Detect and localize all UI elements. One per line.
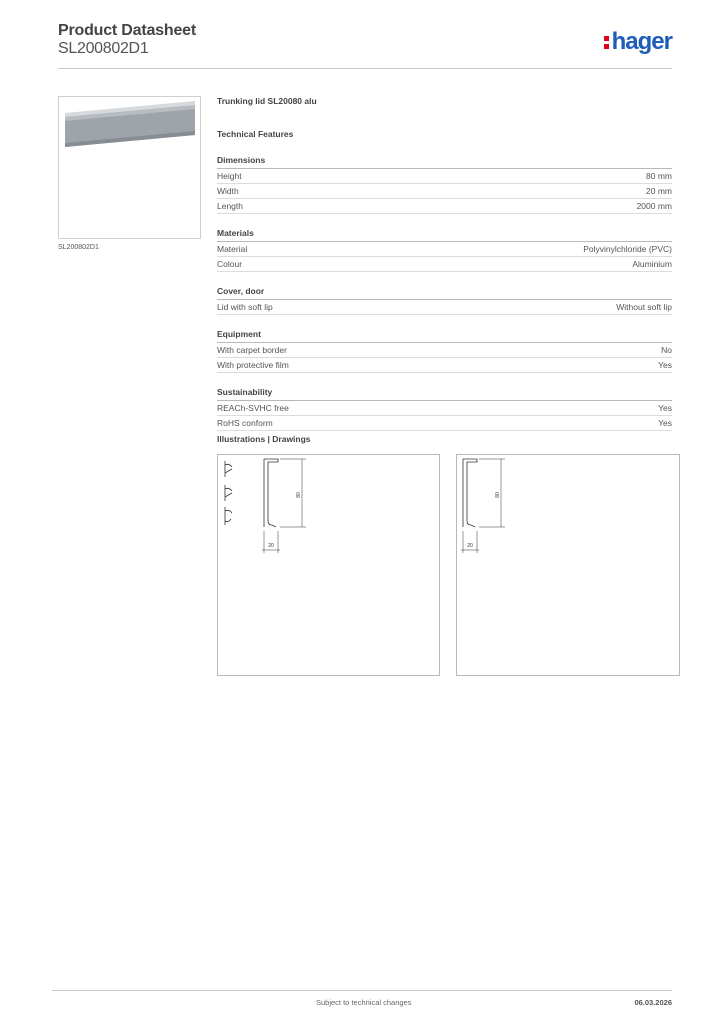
footer-divider — [52, 990, 672, 991]
spec-label: Material — [217, 244, 248, 254]
logo-text: hager — [611, 28, 672, 55]
section-title: Equipment — [217, 329, 672, 343]
spec-row — [217, 169, 672, 184]
spec-value: Without soft lip — [616, 302, 672, 312]
spec-row — [217, 358, 672, 373]
spec-row — [217, 401, 672, 416]
spec-row — [217, 242, 672, 257]
spec-label: RoHS conform — [217, 418, 273, 428]
equipment-section — [217, 329, 672, 373]
width-dimension-label: 20 — [268, 543, 274, 549]
spec-value: 2000 mm — [636, 201, 672, 211]
datasheet-content — [217, 96, 672, 431]
product-image-caption: SL200802D1 — [58, 244, 99, 251]
spec-value: No — [661, 345, 672, 355]
section-title: Materials — [217, 228, 672, 242]
technical-drawing-1 — [217, 454, 440, 676]
section-title: Cover, door — [217, 286, 672, 300]
spec-label: With protective film — [217, 360, 289, 370]
spec-label: With carpet border — [217, 345, 287, 355]
spec-label: Colour — [217, 259, 243, 269]
spec-value: Yes — [658, 418, 672, 428]
product-name: Trunking lid SL20080 alu — [217, 96, 317, 106]
spec-value: Polyvinylchloride (PVC) — [583, 244, 672, 254]
spec-label: Lid with soft lip — [217, 302, 273, 312]
illustrations-heading: Illustrations | Drawings — [217, 434, 311, 444]
product-code: SL200802D1 — [58, 40, 149, 57]
spec-row — [217, 257, 672, 272]
spec-label: Width — [217, 186, 239, 196]
sustainability-section — [217, 387, 672, 431]
spec-label: Length — [217, 201, 243, 211]
section-title: Sustainability — [217, 387, 672, 401]
spec-row — [217, 184, 672, 199]
spec-row — [217, 199, 672, 214]
spec-row — [217, 343, 672, 358]
height-dimension-label: 80 — [296, 492, 302, 498]
lid-drawing — [457, 455, 679, 675]
logo-colon-icon — [604, 34, 609, 50]
spec-value: Yes — [658, 360, 672, 370]
spec-row — [217, 300, 672, 315]
product-image — [58, 96, 201, 239]
section-title: Dimensions — [217, 155, 672, 169]
hager-logo — [604, 28, 672, 56]
spec-value: 20 mm — [646, 186, 672, 196]
spec-value: 80 mm — [646, 171, 672, 181]
page-title: Product Datasheet — [58, 22, 196, 39]
cover-door-section — [217, 286, 672, 315]
footer-date: 06.03.2026 — [634, 998, 672, 1007]
materials-section — [217, 228, 672, 272]
spec-value: Aluminium — [632, 259, 672, 269]
trunking-lid-image — [59, 97, 200, 238]
technical-drawing-2 — [456, 454, 680, 676]
spec-value: Yes — [658, 403, 672, 413]
height-dimension-label: 80 — [495, 492, 501, 498]
footer-note: Subject to technical changes — [316, 998, 412, 1007]
profile-drawing — [218, 455, 439, 675]
width-dimension-label: 20 — [467, 543, 473, 549]
spec-label: Height — [217, 171, 242, 181]
spec-label: REACh-SVHC free — [217, 403, 289, 413]
spec-row — [217, 416, 672, 431]
header-divider — [58, 68, 672, 69]
technical-features-heading: Technical Features — [217, 129, 294, 139]
page-header — [58, 22, 672, 68]
dimensions-section — [217, 155, 672, 214]
